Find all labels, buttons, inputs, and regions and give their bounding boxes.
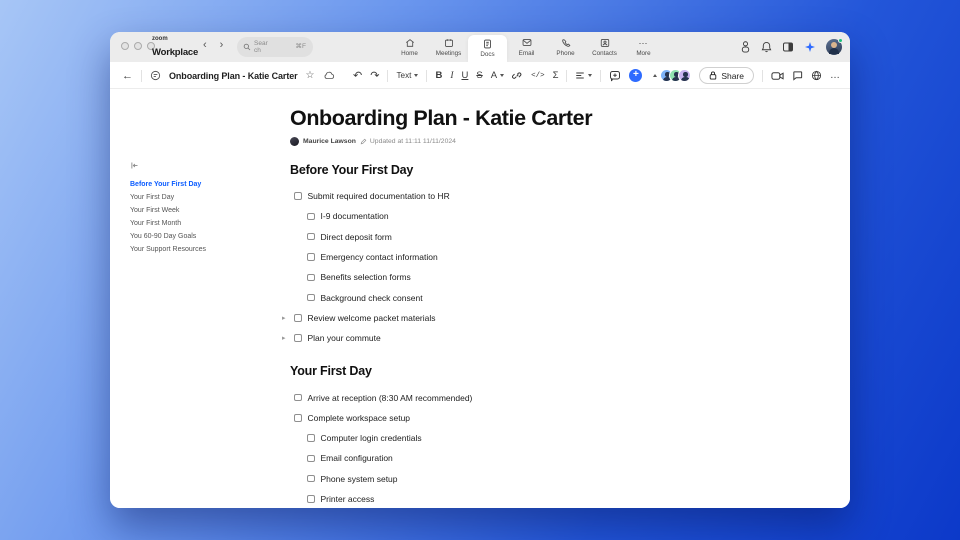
checkbox[interactable]: [307, 434, 315, 442]
envelope-icon: [522, 38, 532, 48]
panel-toggle-icon[interactable]: [782, 41, 794, 53]
checklist-item-label: Arrive at reception (8:30 AM recommended): [307, 392, 473, 403]
section-heading: Before Your First Day: [290, 163, 414, 177]
tab-label: Meetings: [435, 49, 462, 57]
checkbox[interactable]: [294, 414, 302, 422]
ai-sparkle-icon[interactable]: [804, 41, 816, 53]
online-status-dot: [838, 38, 843, 43]
checkbox[interactable]: [307, 294, 315, 302]
tab-label: Contacts: [592, 49, 617, 57]
checkbox[interactable]: [307, 274, 315, 282]
nav-tabs: [390, 32, 663, 62]
checklist-item: [290, 448, 630, 468]
tab-more[interactable]: [624, 32, 663, 62]
video-camera-icon[interactable]: [771, 71, 784, 81]
tab-label: Phone: [556, 49, 575, 57]
calendar-icon: [444, 38, 454, 48]
bold-button[interactable]: B: [435, 70, 443, 81]
author-avatar: [290, 137, 299, 146]
outline-item-0[interactable]: Before Your First Day: [130, 181, 202, 188]
checklist-item-label: Printer access: [320, 494, 375, 504]
tab-email[interactable]: [507, 32, 546, 62]
checklist-item: [290, 247, 630, 267]
checkbox[interactable]: [294, 334, 302, 342]
share-button[interactable]: Share: [699, 67, 754, 84]
checklist-item-label: Submit required documentation to HR: [307, 191, 450, 202]
section-heading: Your First Day: [290, 364, 372, 379]
add-comment-icon[interactable]: [609, 70, 621, 82]
updated-timestamp: Updated at 11:11 11/11/2024: [360, 138, 456, 145]
checkbox[interactable]: [307, 213, 315, 221]
collapsed-toggle-icon[interactable]: ▸: [282, 314, 286, 322]
lock-icon: [709, 71, 717, 80]
more-ellipsis-icon: ⋯: [638, 37, 649, 48]
close-window-button[interactable]: [121, 42, 129, 50]
docs-home-icon[interactable]: [150, 70, 161, 81]
tab-contacts[interactable]: [585, 32, 624, 62]
page-title: Onboarding Plan - Katie Carter: [290, 106, 593, 130]
tab-label: Docs: [480, 51, 495, 58]
document-icon: [483, 39, 492, 49]
checklist-item-label: Benefits selection forms: [320, 272, 411, 283]
tab-home[interactable]: [390, 32, 429, 62]
tab-label: Email: [518, 49, 535, 57]
checklist-item: [290, 428, 630, 448]
outline-item-2[interactable]: Your First Week: [130, 207, 180, 214]
tab-label: Home: [401, 49, 418, 57]
align-dropdown[interactable]: [575, 71, 592, 80]
tab-docs[interactable]: [468, 35, 507, 62]
doc-title: Onboarding Plan - Katie Carter: [169, 70, 298, 81]
checkbox[interactable]: [307, 495, 315, 503]
link-icon[interactable]: [512, 70, 523, 81]
window-controls[interactable]: [121, 42, 155, 50]
checklist-item: [290, 287, 630, 307]
zoom-workplace-window: [110, 32, 850, 508]
checklist-item-label: Direct deposit form: [320, 231, 392, 242]
search-icon: [243, 40, 251, 51]
search-input[interactable]: [237, 37, 313, 57]
undo-button[interactable]: ↶: [353, 70, 363, 82]
nav-forward-button[interactable]: ›: [219, 39, 224, 51]
toolbar-overflow-button[interactable]: …: [830, 70, 840, 81]
outline-item-4[interactable]: You 60-90 Day Goals: [130, 233, 197, 240]
insert-button[interactable]: +: [629, 69, 642, 82]
text-color-dropdown[interactable]: A: [491, 70, 504, 81]
app-navbar: [110, 32, 850, 62]
checklist-item-label: Phone system setup: [320, 473, 398, 484]
checklist-item: [290, 227, 630, 247]
checklist-item-label: Review welcome packet materials: [307, 312, 436, 323]
edit-pencil-icon: [360, 138, 367, 145]
formula-button[interactable]: Σ: [552, 70, 559, 81]
underline-button[interactable]: U: [461, 70, 469, 81]
checklist-item: [290, 267, 630, 287]
checklist-item: [282, 308, 630, 328]
checklist-item: [290, 469, 630, 489]
contacts-icon: [600, 38, 610, 48]
search-shortcut: ⌘F: [295, 43, 306, 50]
text-style-dropdown[interactable]: Text: [396, 71, 418, 80]
italic-button[interactable]: I: [450, 70, 454, 81]
checkbox[interactable]: [307, 253, 315, 261]
doc-content: [110, 89, 850, 508]
tab-phone[interactable]: [546, 32, 585, 62]
checklist-item: [290, 408, 630, 428]
checkbox[interactable]: [294, 394, 302, 402]
tab-meetings[interactable]: [429, 32, 468, 62]
checklist-item-label: Computer login credentials: [320, 433, 422, 444]
doc-byline: [290, 136, 630, 147]
minimize-window-button[interactable]: [134, 42, 142, 50]
star-favorite-icon[interactable]: ☆: [305, 70, 315, 81]
code-button[interactable]: </>: [531, 71, 545, 80]
checkbox[interactable]: [294, 192, 302, 200]
checkbox[interactable]: [307, 455, 315, 463]
outline-sidebar: [130, 161, 265, 256]
user-avatar[interactable]: [826, 39, 842, 55]
checkbox[interactable]: [294, 314, 302, 322]
home-icon: [405, 38, 415, 48]
checklist-item: [290, 387, 630, 407]
doc-body: [282, 89, 630, 508]
doc-toolbar: [110, 62, 850, 89]
checklist-item: [290, 206, 630, 226]
outline-item-5[interactable]: Your Support Resources: [130, 246, 207, 253]
collapse-toolbar-button[interactable]: [650, 74, 657, 77]
redo-button[interactable]: ↷: [370, 70, 380, 82]
cloud-sync-icon: [323, 71, 335, 80]
checklist-item-label: Email configuration: [320, 453, 393, 464]
collaborator-avatar-3[interactable]: [678, 69, 691, 82]
chat-bubble-icon[interactable]: [792, 70, 803, 81]
nav-back-button[interactable]: ‹: [203, 39, 207, 51]
checklist-item-label: Plan your commute: [307, 333, 381, 344]
collapse-outline-icon[interactable]: [130, 161, 265, 170]
tab-label: More: [636, 49, 651, 57]
author-name: Maurice Lawson: [303, 138, 356, 145]
checkbox[interactable]: [307, 233, 315, 241]
back-arrow-button[interactable]: ←: [122, 69, 133, 82]
bell-icon[interactable]: [761, 41, 772, 53]
collapsed-toggle-icon[interactable]: ▸: [282, 335, 286, 343]
phone-icon: [561, 38, 571, 48]
collaborator-avatars[interactable]: [660, 69, 691, 82]
checkbox[interactable]: [307, 475, 315, 483]
checklist-item-label: Complete workspace setup: [307, 412, 411, 423]
checklist-item-label: I-9 documentation: [320, 211, 389, 222]
strikethrough-button[interactable]: S: [476, 70, 483, 81]
outline-item-1[interactable]: Your First Day: [130, 194, 175, 201]
globe-icon[interactable]: [811, 70, 822, 81]
checklist-item-label: Emergency contact information: [320, 252, 438, 263]
checklist-item: [290, 489, 630, 508]
checklist-item: [282, 328, 630, 348]
assistant-icon[interactable]: [740, 41, 751, 53]
outline-item-3[interactable]: Your First Month: [130, 220, 182, 227]
zoom-workplace-logo: zoom Workplace: [152, 36, 199, 58]
search-placeholder: Search: [254, 40, 268, 54]
checklist-item: [290, 186, 630, 206]
checklist-item-label: Background check consent: [320, 292, 423, 303]
